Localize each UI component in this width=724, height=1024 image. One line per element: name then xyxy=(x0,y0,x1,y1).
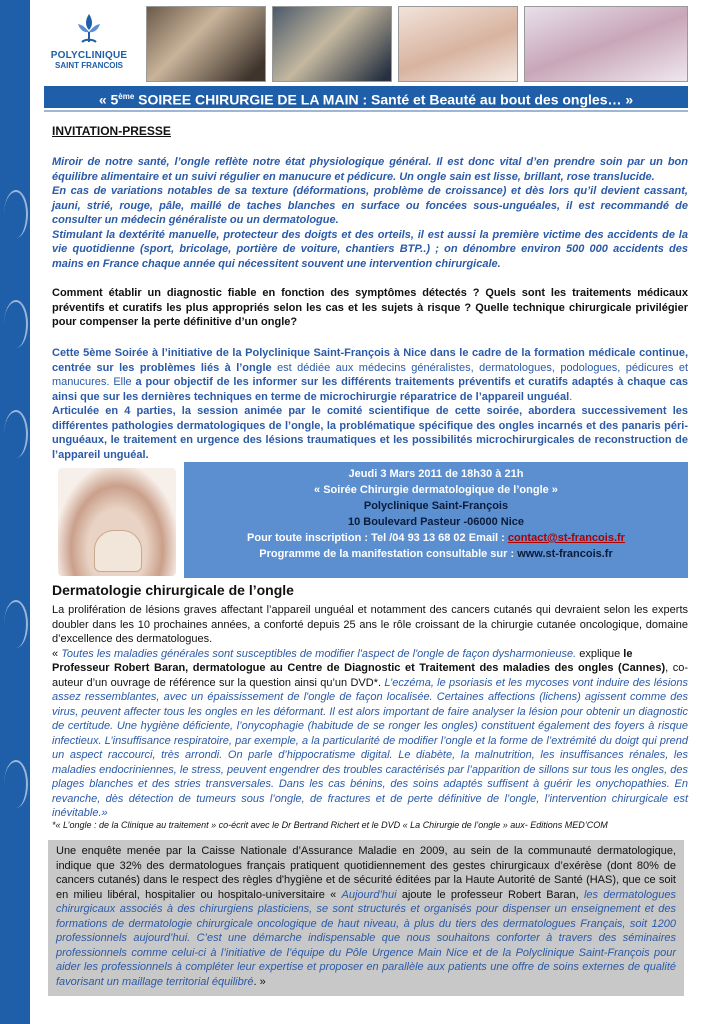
photo-feet-pedicure xyxy=(524,6,688,82)
logo-line-2: SAINT FRANCOIS xyxy=(55,61,123,70)
logo-line-1: POLYCLINIQUE xyxy=(50,50,128,61)
page-title: « 5ème SOIREE CHIRURGIE DE LA MAIN : Santé et Beauté au bout des ongles… » xyxy=(44,86,688,108)
event-date: Jeudi 3 Mars 2011 de 18h30 à 21h xyxy=(348,468,524,480)
footnote: *« L’ongle : de la Clinique au traitement » co-écrit avec le Dr Bertrand Richert et le DVD « La Chirurgie de l’ongle » aux- Editions MED’COM xyxy=(52,820,608,830)
flower-decoration xyxy=(4,300,28,348)
section2-text: La prolifération de lésions graves affectant l’appareil unguéal et notamment des cancers cutanés qui devraient selon les experts doubler dans les 10 prochaines années, a conforté depuis 25 ans le rôle croissant de la chirurgie cutanée oncologique, domaine d’excellence des dermatologues. « Toutes les maladies générales sont susceptibles de modifier l'aspect de l'ongle de façon dysharmonieuse. explique le Professeur Robert Baran, dermatologue au Centre de Diagnostic et Traitement des maladies des ongles (Cannes), co-auteur d’un ouvrage de référence sur la question ainsi qu’un DVD*. L’eczéma, le psoriasis et les mycoses vont induire des lésions assez ressemblantes, avec un épaississement de l'ongle de façon localisée. Certaines affections (lichens) agissent comme des virus, peuvent affecter tous les ongles en les déformant. Il est alors important de faire analyser la lésion pour obtenir un diagnostic de certitude. Une hygiène déficiente, l’onycophagie (habitude de se ronger les ongles) constituent également des foyers à risque infectieux. L’insuffisance respiratoire, par exemple, a la particularité de modifier l’ongle et la forme de l’extrémité du doigt qui prend un aspect raccourci, très arrondi. On parle d’hippocratisme digital. Le diabète, la malnutrition, les insuffisances rénales, les maladies endocriniennes, le stress, peuvent engendrer des troubles caractérisés par l’apparition de sillons sur tous les ongles, des plages blanches et des stries transversales. Dans les cas bénins, des soins adaptés suffisent à guérir les onychopathies. En revanche, dès détection de tumeurs sous l’ongle, de fractures et de perte définitive de l’ongle, l’intervention chirurgicale est inévitable.» xyxy=(52,604,689,819)
email-link[interactable]: contact@st-francois.fr xyxy=(507,532,625,544)
section2-heading: Dermatologie chirurgicale de l’ongle xyxy=(52,582,294,598)
soiree-text: Cette 5ème Soirée à l’initiative de la Polyclinique Saint-François à Nice dans le cadre de la formation médicale continue, centrée sur les problèmes liés à l’ongle est dédiée aux médecins généralistes, dermatologues, podologues, pédicures et manucures. Elle a pour objectif de les informer sur les différents traitements préventifs et curatifs adaptés à chaque cas ainsi que sur les dernières techniques en terme de microchirurgie réparatrice de l’appareil unguéal. Articulée en 4 parties, la session animée par le comité scientifique de cette soirée, abordera successivement les différentes pathologies dermatologiques de l’ongle, la problématique spécifique des ongles incarnés et des panaris péri-unguéaux, le traitement en urgence des lésions traumatiques et les possibilités microchirurgicales de reconstruction de l’appareil unguéal. xyxy=(52,347,688,461)
website-link[interactable]: www.st-francois.fr xyxy=(517,548,613,560)
clinic-logo xyxy=(44,12,134,84)
intro-text xyxy=(52,155,688,271)
enquete-box xyxy=(48,840,684,996)
photo-nail-collage xyxy=(272,6,392,82)
flower-decoration xyxy=(4,410,28,458)
photo-damaged-nail xyxy=(58,468,176,576)
photo-hands xyxy=(146,6,266,82)
event-inscription: Pour toute inscription : Tel /04 93 13 68 02 Email : contact@st-francois.fr xyxy=(247,532,625,544)
event-info-box xyxy=(184,462,688,578)
intro-p1: Miroir de notre santé, l’ongle reflète notre état physiologique général. Il est donc vital d’en prendre soin par un bon équilibre alimentaire et un suivi régulier en manucure et pédicure. Un ongle sain est lisse, brillant, rose translucide. xyxy=(52,156,688,183)
intro-p2: En cas de variations notables de sa texture (déformations, problème de croissance) et dès lors qu’il devient cassant, jauni, strié, rouge, pâle, maillé de taches blanches en surface ou foncées sous-unguéales, il est recommandé de consulter un médecin généraliste ou un dermatologue. xyxy=(52,185,688,226)
event-name: « Soirée Chirurgie dermatologique de l’ongle » xyxy=(314,484,558,496)
flower-decoration xyxy=(4,760,28,808)
event-address: 10 Boulevard Pasteur -06000 Nice xyxy=(347,516,525,528)
left-decorative-bar xyxy=(0,0,30,1024)
event-venue: Polyclinique Saint-François xyxy=(363,500,509,512)
event-programme: Programme de la manifestation consultable sur : www.st-francois.fr xyxy=(259,548,613,560)
enquete-text: Une enquête menée par la Caisse Nationale d’Assurance Maladie en 2009, au sein de la communauté dermatologique, indique que 32% des dermatologues français pratiquent quotidiennement des gestes chirurgicaux d’exérèse (dont 80% de cancers cutanés) dans le respect des règles d'hygiène et de sécurité éditées par la Haute Autorité de Santé (HAS), que ce soit en milieu libéral, hospitalier ou hospitalo-universitaire « Aujourd’hui ajoute le professeur Robert Baran, les dermatologues chirurgicaux associés à des chirurgiens plasticiens, se sont structurés et organisés pour dispenser un enseignement et des formations de dermatologie chirurgicale oncologique de haut niveau, à plus du tiers des dermatologues Français, soit 1200 professionnels aujourd’hui. C’est une démarche indispensable que nous souhaitons conforter à travers des séminaires professionnels comme celui-ci à l’initiative de l’équipe du Pôle Urgence Main Nice et de la Polyclinique Saint-François pour aider les professionnels à compléter leur expertise et proposer en parallèle aux patients une offre de soins externes de qualité favorisant un maillage territorial équilibré. » xyxy=(56,845,677,988)
title-divider xyxy=(44,110,688,112)
intro-p3: Stimulant la dextérité manuelle, protecteur des doigts et des orteils, il est aussi la première victime des accidents de la vie quotidienne (sport, bricolage, portière de voiture, chantiers BTP..) ; on dénombre environ 500 000 accidents des mains en France chaque année qui nécessitent souvent une intervention chirurgicale. xyxy=(52,228,688,270)
flower-decoration xyxy=(4,600,28,648)
question-text: Comment établir un diagnostic fiable en fonction des symptômes détectés ? Quels sont les traitements médicaux préventifs et curatifs les plus appropriés selon les cas et les sujets à risque ? Quelle technique chirurgicale privilégier pour compenser la perte définitive d’un ongle? xyxy=(52,287,688,328)
photo-finger-nail xyxy=(398,6,518,82)
fleur-logo-icon xyxy=(74,12,104,50)
flower-decoration xyxy=(4,190,28,238)
invitation-label: INVITATION-PRESSE xyxy=(52,124,171,138)
